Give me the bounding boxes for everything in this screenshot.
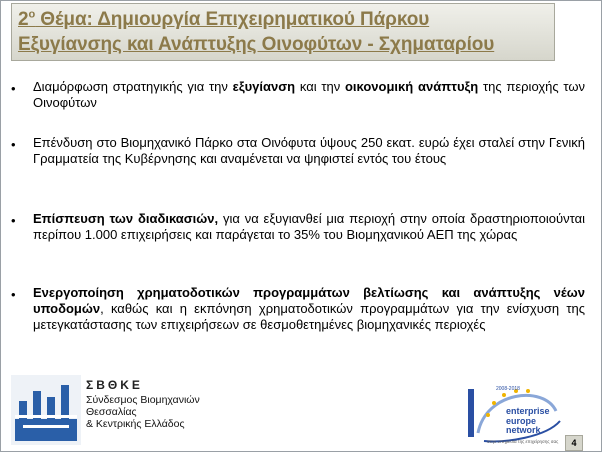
een-year: 2008-2018 bbox=[496, 386, 520, 392]
org-line-1: Σύνδεσμος Βιομηχανιών bbox=[86, 394, 200, 406]
page-number: 4 bbox=[565, 435, 583, 451]
text-run-bold: οικονομική ανάπτυξη bbox=[344, 79, 479, 94]
title-line-1 bbox=[18, 9, 429, 31]
een-wordmark bbox=[506, 407, 550, 436]
bullet-text-1 bbox=[33, 79, 585, 111]
text-run: Διαμόρφωση στρατηγικής για την bbox=[33, 79, 233, 94]
bullet-text-3 bbox=[33, 211, 585, 243]
bullet-text-2 bbox=[33, 135, 585, 167]
text-run: της περιοχής των Οινοφύτων bbox=[33, 79, 585, 110]
een-line-2: europe bbox=[506, 415, 537, 426]
bullet-marker: • bbox=[11, 137, 16, 152]
org-name-block bbox=[86, 379, 200, 430]
title-line-2: Εξυγίανσης και Ανάπτυξης Οινοφύτων - Σχηματαρίου bbox=[18, 34, 495, 55]
text-run-bold: Ενεργοποίηση χρηματοδοτικών προγραμμάτων βελτίωσης και ανάπτυξης νέων υποδομών bbox=[33, 285, 585, 316]
org-line-3: & Κεντρικής Ελλάδος bbox=[86, 418, 185, 430]
title-number: 2 bbox=[18, 9, 29, 30]
bullet-marker: • bbox=[11, 213, 16, 228]
org-line-2: Θεσσαλίας bbox=[86, 406, 137, 418]
text-run: Επένδυση στο Βιομηχανικό Πάρκο στα Οινόφυτα ύψους 250 εκατ. ευρώ έχει σταλεί στην Γενική Γραμματεία της Κυβέρνησης και αναμένεται να ψηφιστεί εντός του έτους bbox=[33, 135, 585, 166]
bullet-marker: • bbox=[11, 287, 16, 302]
org-acronym: ΣΒΘΚΕ bbox=[86, 378, 143, 392]
text-run: για να εξυγιανθεί μια περιοχή στην οποία δραστηριοποιούνται περίπου 1.000 επιχειρήσεις και παράγεται το 35% του Βιομηχανικού ΑΕΠ της χώρας bbox=[33, 211, 585, 242]
bullet-marker: • bbox=[11, 81, 16, 96]
text-run: , καθώς και η εκπόνηση χρηματοδοτικών προγραμμάτων για την ενίσχυση της μετεγκατάστασης των επιχειρήσεων σε θεσμοθετημένες βιομηχανικές περιοχές bbox=[33, 301, 585, 332]
sbthke-logo-icon bbox=[11, 375, 81, 445]
een-line-1: enterprise bbox=[506, 406, 550, 416]
text-run-bold: Επίσπευση των διαδικασιών, bbox=[33, 211, 219, 226]
title-superscript: ο bbox=[28, 8, 36, 21]
title-line-1-text: Θέμα: Δημιουργία Επιχειρηματικού Πάρκου bbox=[35, 9, 430, 30]
text-run: και την bbox=[295, 79, 345, 94]
title-box bbox=[11, 3, 555, 61]
een-tagline: στην υπηρεσία της επιχείρησης σας bbox=[487, 439, 559, 444]
bullet-text-4 bbox=[33, 285, 585, 333]
text-run-bold: εξυγίανση bbox=[232, 79, 296, 94]
een-line-3: network bbox=[506, 425, 541, 435]
